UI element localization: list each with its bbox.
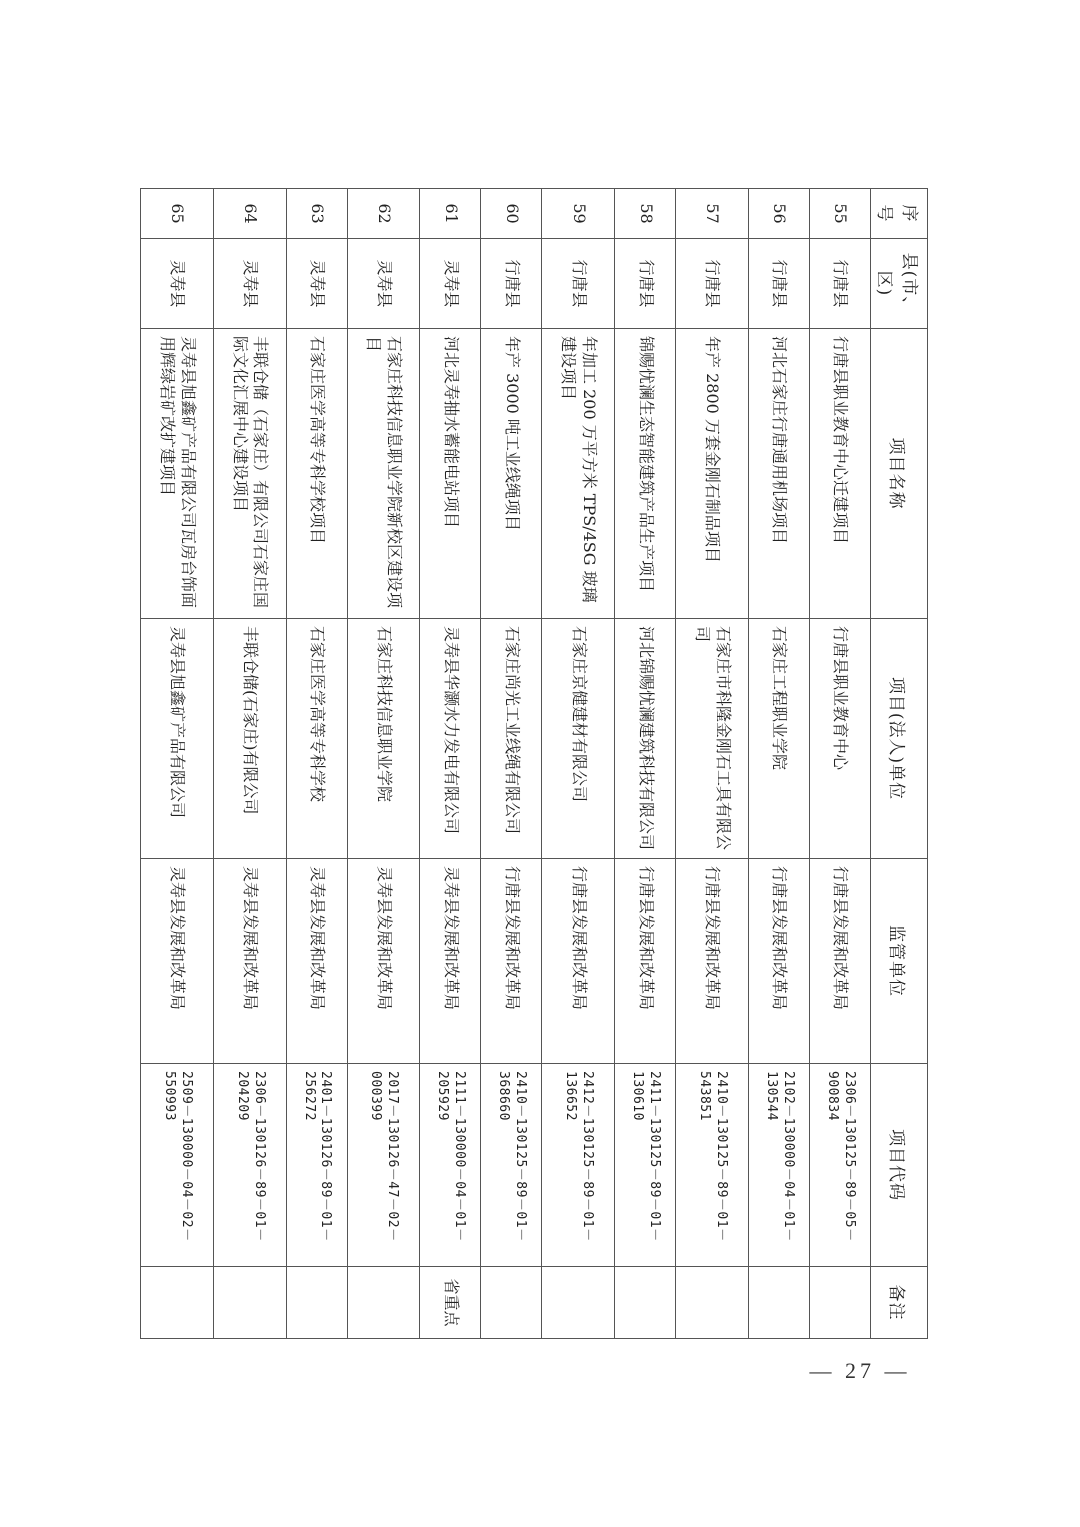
page-number: — 27 — (809, 1358, 911, 1383)
table-header-row (871, 189, 928, 1339)
cell-seq: 55 (809, 189, 870, 239)
cell-project-name: 河北石家庄行唐通用机场项目 (748, 329, 809, 619)
table-row (213, 189, 286, 1339)
cell-project-code: 2017－130126－47－02－000399 (347, 1064, 420, 1267)
cell-project-code: 2509－130000－04－02－550993 (141, 1064, 214, 1267)
table-row (748, 189, 809, 1339)
cell-project-code: 2111－130000－04－01－205929 (420, 1064, 481, 1267)
header-seq: 序号 (871, 189, 928, 239)
cell-project-code: 2410－130125－89－01－543851 (676, 1064, 749, 1267)
cell-project-code: 2306－130125－89－05－900834 (809, 1064, 870, 1267)
cell-county: 行唐县 (809, 239, 870, 329)
cell-project-code: 2411－130125－89－01－130610 (615, 1064, 676, 1267)
header-project-unit: 项目(法人)单位 (871, 619, 928, 859)
cell-supervisor: 灵寿县发展和改革局 (347, 859, 420, 1064)
cell-project-code: 2412－130125－89－01－136652 (542, 1064, 615, 1267)
cell-county: 灵寿县 (213, 239, 286, 329)
cell-county: 灵寿县 (286, 239, 347, 329)
table-row (286, 189, 347, 1339)
cell-project-name: 石家庄科技信息职业学院新校区建设项目 (347, 329, 420, 619)
cell-county: 行唐县 (676, 239, 749, 329)
cell-remark (286, 1267, 347, 1339)
cell-seq: 64 (213, 189, 286, 239)
cell-county: 灵寿县 (420, 239, 481, 329)
cell-seq: 59 (542, 189, 615, 239)
cell-county: 行唐县 (748, 239, 809, 329)
cell-project-name: 年加工 200 万平方米 TPS/4SG 玻璃建设项目 (542, 329, 615, 619)
cell-project-name: 河北灵寿抽水蓄能电站项目 (420, 329, 481, 619)
rotated-table-container (140, 188, 928, 1338)
cell-project-code: 2410－130125－89－01－368660 (481, 1064, 542, 1267)
cell-project-name: 锦赐忧澜生态智能建筑产品生产项目 (615, 329, 676, 619)
cell-project-unit: 石家庄京健建材有限公司 (542, 619, 615, 859)
cell-remark (213, 1267, 286, 1339)
cell-county: 行唐县 (481, 239, 542, 329)
cell-project-unit: 灵寿县华灏水力发电有限公司 (420, 619, 481, 859)
project-table (140, 188, 928, 1339)
cell-remark (481, 1267, 542, 1339)
table-row (615, 189, 676, 1339)
cell-county: 行唐县 (615, 239, 676, 329)
cell-project-unit: 石家庄尚光工业线绳有限公司 (481, 619, 542, 859)
table-row (809, 189, 870, 1339)
cell-project-unit: 石家庄工程职业学院 (748, 619, 809, 859)
cell-supervisor: 灵寿县发展和改革局 (213, 859, 286, 1064)
cell-seq: 61 (420, 189, 481, 239)
cell-supervisor: 行唐县发展和改革局 (748, 859, 809, 1064)
cell-remark (347, 1267, 420, 1339)
cell-seq: 65 (141, 189, 214, 239)
header-county: 县(市、区) (871, 239, 928, 329)
header-project-code: 项目代码 (871, 1064, 928, 1267)
cell-remark (542, 1267, 615, 1339)
cell-project-code: 2306－130126－89－01－204209 (213, 1064, 286, 1267)
header-supervisor: 监管单位 (871, 859, 928, 1064)
cell-seq: 63 (286, 189, 347, 239)
cell-seq: 58 (615, 189, 676, 239)
cell-supervisor: 灵寿县发展和改革局 (286, 859, 347, 1064)
cell-project-unit: 丰联仓储(石家庄)有限公司 (213, 619, 286, 859)
cell-county: 行唐县 (542, 239, 615, 329)
table-row (420, 189, 481, 1339)
cell-project-unit: 石家庄科技信息职业学院 (347, 619, 420, 859)
cell-seq: 56 (748, 189, 809, 239)
cell-supervisor: 行唐县发展和改革局 (676, 859, 749, 1064)
table-row (676, 189, 749, 1339)
header-remark: 备注 (871, 1267, 928, 1339)
cell-remark (615, 1267, 676, 1339)
cell-county: 灵寿县 (141, 239, 214, 329)
cell-project-name: 丰联仓储（石家庄）有限公司石家庄国际文化汇展中心建设项目 (213, 329, 286, 619)
cell-remark (748, 1267, 809, 1339)
cell-project-name: 灵寿县旭鑫矿产品有限公司瓦房台饰面用辉绿岩矿改扩建项目 (141, 329, 214, 619)
cell-supervisor: 行唐县发展和改革局 (481, 859, 542, 1064)
cell-project-unit: 行唐县职业教育中心 (809, 619, 870, 859)
table-row (141, 189, 214, 1339)
cell-seq: 57 (676, 189, 749, 239)
cell-county: 灵寿县 (347, 239, 420, 329)
cell-project-unit: 石家庄医学高等专科学校 (286, 619, 347, 859)
cell-remark (809, 1267, 870, 1339)
cell-supervisor: 灵寿县发展和改革局 (141, 859, 214, 1064)
cell-project-code: 2102－130000－04－01－130544 (748, 1064, 809, 1267)
cell-project-name: 年产 2800 万套金刚石制品项目 (676, 329, 749, 619)
cell-project-name: 年产 3000 吨工业线绳项目 (481, 329, 542, 619)
cell-supervisor: 行唐县发展和改革局 (809, 859, 870, 1064)
cell-supervisor: 行唐县发展和改革局 (615, 859, 676, 1064)
cell-seq: 62 (347, 189, 420, 239)
cell-project-unit: 灵寿县旭鑫矿产品有限公司 (141, 619, 214, 859)
cell-remark (676, 1267, 749, 1339)
cell-project-name: 行唐县职业教育中心迁建项目 (809, 329, 870, 619)
cell-supervisor: 行唐县发展和改革局 (542, 859, 615, 1064)
cell-seq: 60 (481, 189, 542, 239)
cell-project-unit: 河北锦赐忧澜建筑科技有限公司 (615, 619, 676, 859)
header-project-name: 项目名称 (871, 329, 928, 619)
cell-project-code: 2401－130126－89－01－256272 (286, 1064, 347, 1267)
cell-project-unit: 石家庄市科隆金刚石工具有限公司 (676, 619, 749, 859)
cell-remark (141, 1267, 214, 1339)
cell-remark: 省重点 (420, 1267, 481, 1339)
table-row (347, 189, 420, 1339)
cell-supervisor: 灵寿县发展和改革局 (420, 859, 481, 1064)
cell-project-name: 石家庄医学高等专科学校项目 (286, 329, 347, 619)
table-row (542, 189, 615, 1339)
table-row (481, 189, 542, 1339)
